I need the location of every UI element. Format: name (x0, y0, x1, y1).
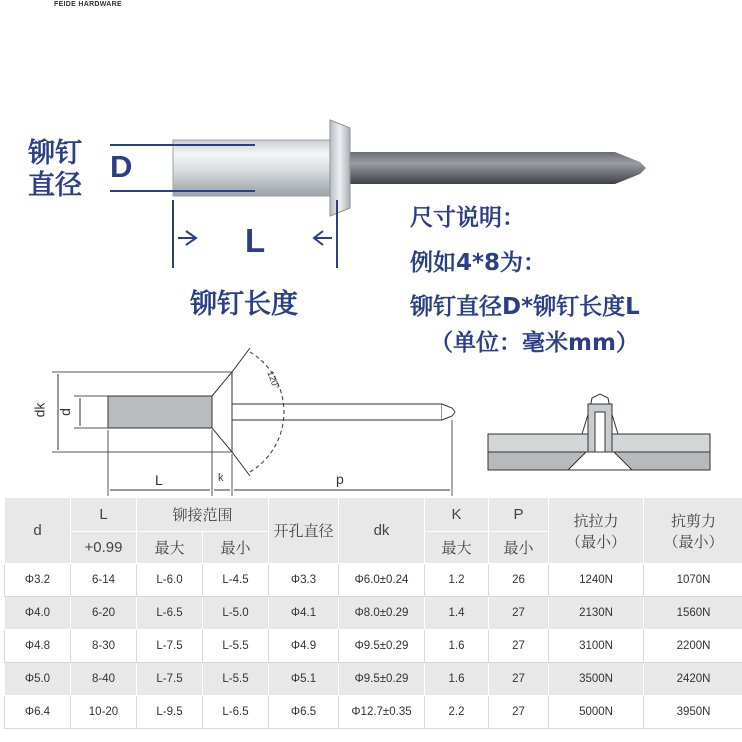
cell-hole: Φ4.9 (269, 630, 339, 663)
cell-hole: Φ6.5 (269, 696, 339, 729)
cell-hole: Φ3.3 (269, 564, 339, 597)
L-dimension-label: L (155, 472, 163, 488)
cell-K: 1.6 (425, 630, 489, 663)
spec-table (4, 497, 742, 729)
dk-dimension-label: dk (31, 402, 48, 418)
tech-drawing-rivet (52, 348, 455, 496)
cell-P: 27 (489, 597, 549, 630)
table-row (5, 630, 742, 663)
rivet-body (173, 140, 335, 196)
header-range-min: 最小 (203, 532, 269, 564)
cell-dk: Φ9.5±0.29 (339, 630, 425, 663)
rivet-length-label: 铆钉长度 (190, 289, 298, 320)
header-dk: dk (339, 498, 425, 564)
cell-tensile: 5000N (549, 696, 644, 729)
cell-L: 8-30 (71, 630, 137, 663)
header-d: d (5, 498, 71, 564)
mandrel (335, 152, 615, 184)
header-shear-line1: 抗剪力 (671, 512, 717, 530)
k-dimension-label: k (218, 472, 224, 484)
cell-range-min: L-5.0 (203, 597, 269, 630)
brand-name: FEIDE HARDWARE (54, 1, 122, 8)
p-dimension-label: p (336, 471, 344, 487)
cell-L: 6-14 (71, 564, 137, 597)
cell-P: 27 (489, 696, 549, 729)
cell-range-max: L-7.5 (137, 663, 203, 696)
rivet-diameter-label (28, 138, 82, 202)
header-shear (644, 498, 742, 564)
header-tensile (549, 498, 644, 564)
cell-P: 27 (489, 663, 549, 696)
header-K: K (425, 498, 489, 532)
cell-d: Φ5.0 (5, 663, 71, 696)
cell-dk: Φ12.7±0.35 (339, 696, 425, 729)
header-L-tolerance: +0.99 (71, 532, 137, 564)
cell-range-max: L-7.5 (137, 630, 203, 663)
rivet-head (330, 120, 350, 216)
header-riveting-range: 铆接范围 (137, 498, 269, 532)
d-dimension-label: d (56, 408, 73, 416)
cell-dk: Φ6.0±0.24 (339, 564, 425, 597)
cell-K: 1.4 (425, 597, 489, 630)
angle-label: 120° (265, 369, 282, 391)
cell-dk: Φ8.0±0.29 (339, 597, 425, 630)
cell-tensile: 3500N (549, 663, 644, 696)
header-shear-line2: （最小） (663, 533, 724, 551)
header-hole-diameter: 开孔直径 (269, 498, 339, 564)
cell-range-min: L-5.5 (203, 663, 269, 696)
header-L: L (71, 498, 137, 532)
size-note-unit: （单位：毫米mm） (430, 330, 639, 356)
cell-dk: Φ9.5±0.29 (339, 663, 425, 696)
header-P-min: 最小 (489, 532, 549, 564)
rivet-diameter-label-line2: 直径 (28, 170, 82, 201)
table-row (5, 597, 742, 630)
cell-range-min: L-5.5 (203, 630, 269, 663)
cell-shear: 1560N (644, 597, 742, 630)
cell-K: 1.6 (425, 663, 489, 696)
cell-d: Φ3.2 (5, 564, 71, 597)
header-range-max: 最大 (137, 532, 203, 564)
cell-hole: Φ5.1 (269, 663, 339, 696)
cell-shear: 2200N (644, 630, 742, 663)
header-K-max: 最大 (425, 532, 489, 564)
size-note-title: 尺寸说明： (410, 205, 525, 231)
cell-d: Φ4.0 (5, 597, 71, 630)
cross-section-drawing (488, 394, 710, 470)
cell-hole: Φ4.1 (269, 597, 339, 630)
table-row (5, 696, 742, 729)
cell-range-min: L-6.5 (203, 696, 269, 729)
cell-tensile: 3100N (549, 630, 644, 663)
mandrel-tip (615, 152, 646, 184)
cell-range-max: L-6.5 (137, 597, 203, 630)
table-row (5, 564, 742, 597)
cell-shear: 2420N (644, 663, 742, 696)
cell-K: 1.2 (425, 564, 489, 597)
cell-P: 27 (489, 630, 549, 663)
cell-L: 6-20 (71, 597, 137, 630)
cell-tensile: 1240N (549, 564, 644, 597)
cell-range-max: L-6.0 (137, 564, 203, 597)
size-note-formula: 铆钉直径D*铆钉长度L (410, 294, 640, 320)
cell-L: 8-40 (71, 663, 137, 696)
cell-shear: 3950N (644, 696, 742, 729)
size-note-example: 例如4*8为： (410, 250, 547, 276)
cell-d: Φ4.8 (5, 630, 71, 663)
cell-shear: 1070N (644, 564, 742, 597)
cell-L: 10-20 (71, 696, 137, 729)
cell-range-min: L-4.5 (203, 564, 269, 597)
D-label: D (110, 149, 133, 184)
L-label: L (245, 222, 266, 259)
cell-tensile: 2130N (549, 597, 644, 630)
rivet-diameter-label-line1: 铆钉 (28, 138, 82, 169)
header-P: P (489, 498, 549, 532)
cell-K: 2.2 (425, 696, 489, 729)
header-tensile-line2: （最小） (566, 533, 627, 551)
header-tensile-line1: 抗拉力 (573, 512, 619, 530)
cell-d: Φ6.4 (5, 696, 71, 729)
cell-P: 26 (489, 564, 549, 597)
table-row (5, 663, 742, 696)
cell-range-max: L-9.5 (137, 696, 203, 729)
